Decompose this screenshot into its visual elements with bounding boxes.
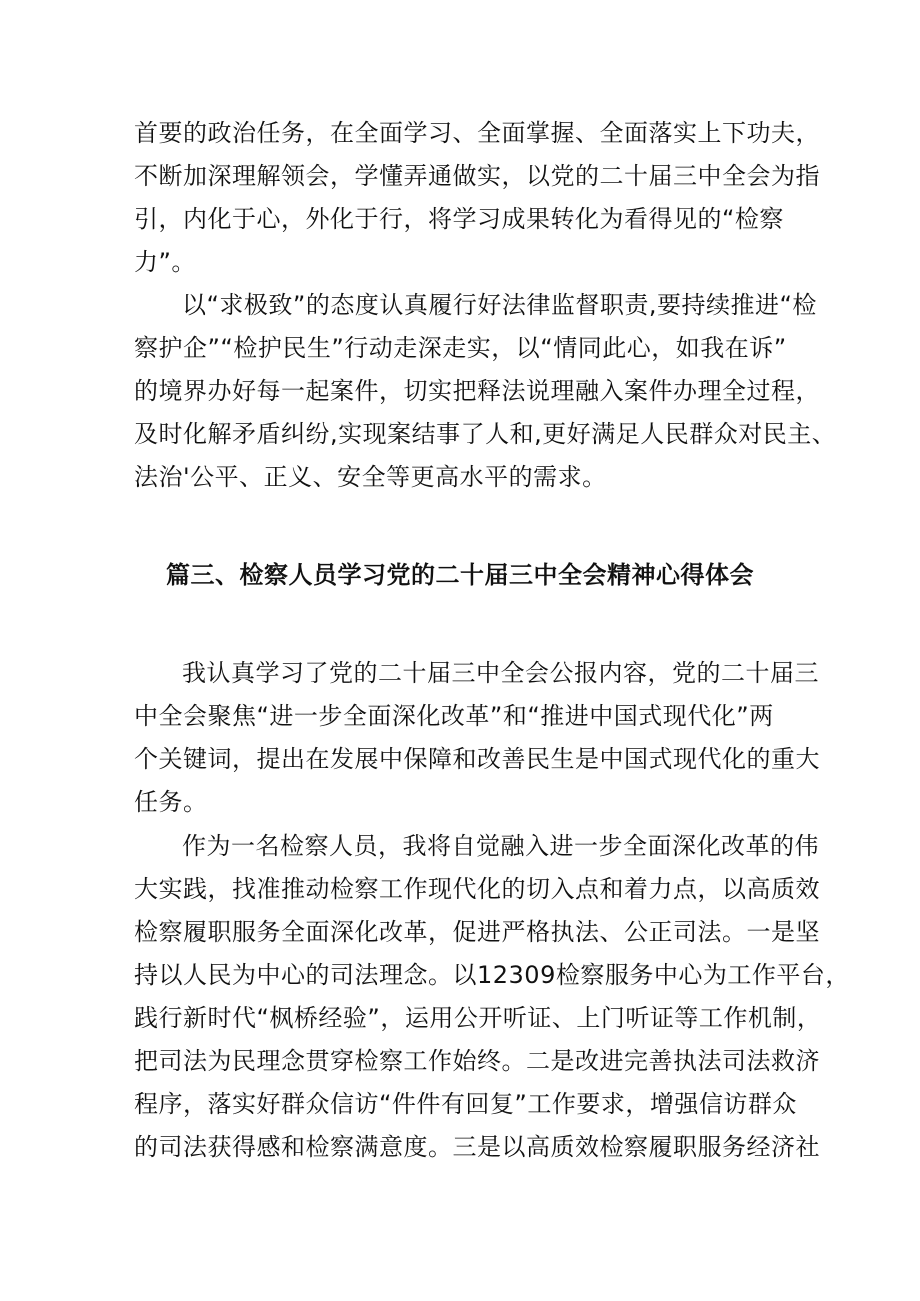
paragraph-2-line-5: 法治'公平、正义、安全等更高水平的需求。 — [134, 463, 607, 491]
paragraph-3-line-3: 个关键词，提出在发展中保障和改善民生是中国式现代化的重大 — [134, 745, 820, 773]
paragraph-4-line-3: 检察履职服务全面深化改革，促进严格执法、公正司法。一是坚 — [134, 918, 820, 946]
paragraph-4-line-1: 作为一名检察人员，我将自觉融入进一步全面深化改革的伟 — [182, 832, 819, 860]
paragraph-2-line-3: 的境界办好每一起案件，切实把释法说理融入案件办理全过程， — [134, 377, 820, 405]
paragraph-1-line-3: 引，内化于心，外化于行，将学习成果转化为看得见的“检察 — [134, 205, 784, 233]
section-heading: 篇三、检察人员学习党的二十届三中全会精神心得体会 — [166, 561, 754, 589]
paragraph-2-line-4: 及时化解矛盾纠纷,实现案结事了人和,更好满足人民群众对民主、 — [134, 420, 837, 448]
paragraph-3-line-4: 任务。 — [134, 788, 208, 816]
paragraph-4-line-6: 把司法为民理念贯穿检察工作始终。二是改进完善执法司法救济 — [134, 1047, 820, 1075]
paragraph-1-line-2: 不断加深理解领会，学懂弄通做实，以党的二十届三中全会为指 — [134, 162, 820, 190]
paragraph-3-line-1: 我认真学习了党的二十届三中全会公报内容，党的二十届三 — [182, 659, 819, 687]
paragraph-4-line-5: 践行新时代“枫桥经验”，运用公开听证、上门听证等工作机制， — [134, 1004, 822, 1032]
paragraph-4-line-4: 持以人民为中心的司法理念。以12309检察服务中心为工作平台， — [134, 961, 850, 989]
paragraph-2-line-2: 察护企”“检护民生”行动走深走实，以“情同此心，如我在诉” — [134, 334, 787, 362]
paragraph-3-line-2: 中全会聚焦“进一步全面深化改革”和“推进中国式现代化”两 — [134, 702, 774, 730]
paragraph-2-line-1: 以“求极致”的态度认真履行好法律监督职责,要持续推进“检 — [182, 291, 817, 319]
paragraph-1-line-4: 力”。 — [134, 248, 196, 276]
paragraph-4-line-7: 程序，落实好群众信访“件件有回复”工作要求，增强信访群众 — [134, 1090, 797, 1118]
paragraph-4-line-2: 大实践，找准推动检察工作现代化的切入点和着力点，以高质效 — [134, 875, 820, 903]
paragraph-1-line-1: 首要的政治任务，在全面学习、全面掌握、全面落实上下功夫， — [134, 119, 820, 147]
paragraph-4-line-8: 的司法获得感和检察满意度。三是以高质效检察履职服务经济社 — [134, 1133, 820, 1161]
